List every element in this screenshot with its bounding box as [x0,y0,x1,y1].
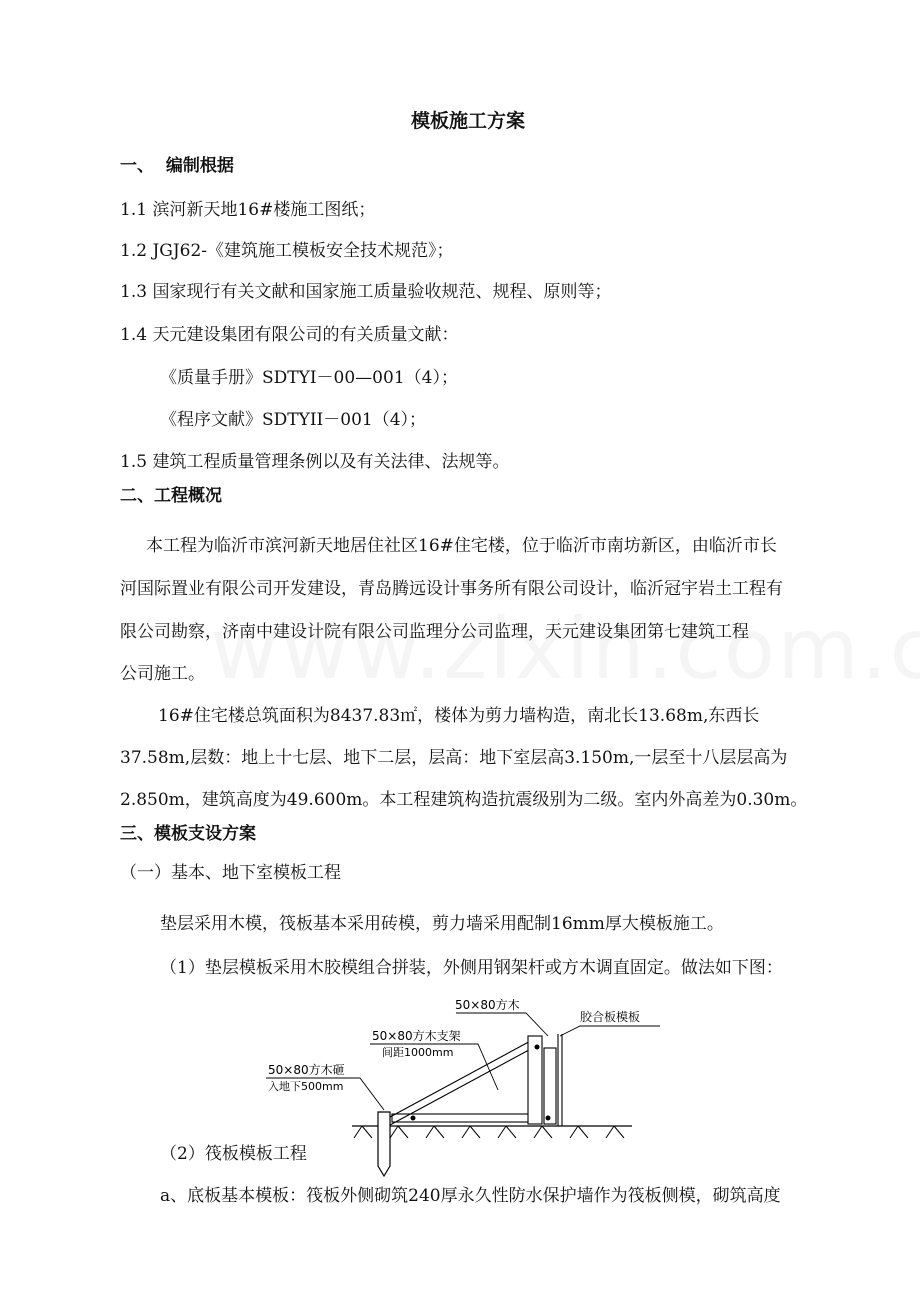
paragraph-line: 垫层采用木模，筏板基本采用砖模，剪力墙采用配制16mm厚大模板施工。 [160,914,724,934]
list-item: 1.2 JGJ62-《建筑施工模板安全技术规范》； [120,241,454,261]
formwork-diagram [0,990,920,1200]
watermark [210,600,920,698]
paragraph-line: 16#住宅楼总筑面积为8437.83㎡，楼体为剪力墙构造，南北长13.68m,东西长 [158,706,760,726]
diagram-label: 50×80方木 [455,998,520,1012]
paragraph-line: （1）垫层模板采用木胶模组合拼装，外侧用钢架杆或方木调直固定。做法如下图： [160,958,783,978]
list-item: 1.5 建筑工程质量管理条例以及有关法律、法规等。 [120,452,510,472]
list-item: 1.3 国家现行有关文献和国家施工质量验收规范、规程、原则等； [120,282,612,302]
diagram-label: 间距1000mm [382,1046,454,1059]
paragraph-line: 限公司勘察，济南中建设计院有限公司监理分公司监理，天元建设集团第七建筑工程 [120,622,749,642]
paragraph-line: 37.58m,层数：地上十七层、地下二层，层高：地下室层高3.150m,一层至十八层层高为 [120,748,788,768]
list-item: 《质量手册》SDTYI－00—001（4）； [160,368,458,388]
paragraph-line: 2.850m，建筑高度为49.600m。本工程建筑构造抗震级别为二级。室内外高差为0.30m。 [120,790,808,810]
section-3-heading: 三、模板支设方案 [120,824,256,844]
subsection-heading: （2）筏板模板工程 [160,1144,307,1164]
section-1-heading: 一、 编制根据 [120,156,234,176]
list-item: 1.4 天元建设集团有限公司的有关质量文献： [120,325,459,345]
list-item: 《程序文献》SDTYII－001（4）； [160,410,427,430]
list-item: 1.1 滨河新天地16#楼施工图纸； [120,200,376,220]
page-title: 模板施工方案 [411,110,526,132]
paragraph-line: 本工程为临沂市滨河新天地居住社区16#住宅楼，位于临沂市南坊新区，由临沂市长 [146,536,777,556]
diagram-label: 胶合板模板 [580,1010,641,1024]
subsection-heading: （一）基本、地下室模板工程 [120,863,341,883]
section-2-heading: 二、工程概况 [120,486,222,506]
paragraph-line: a、底板基本模板：筏板外侧砌筑240厚永久性防水保护墙作为筏板侧模，砌筑高度 [160,1186,781,1206]
diagram-label: 入地下500mm [268,1080,344,1093]
paragraph-line: 公司施工。 [120,664,205,684]
paragraph-line: 河国际置业有限公司开发建设，青岛腾远设计事务所有限公司设计，临沂冠宇岩土工程有 [120,579,783,599]
diagram-label: 50×80方木支架 [372,1029,461,1043]
diagram-label: 50×80方木砸 [268,1063,345,1077]
